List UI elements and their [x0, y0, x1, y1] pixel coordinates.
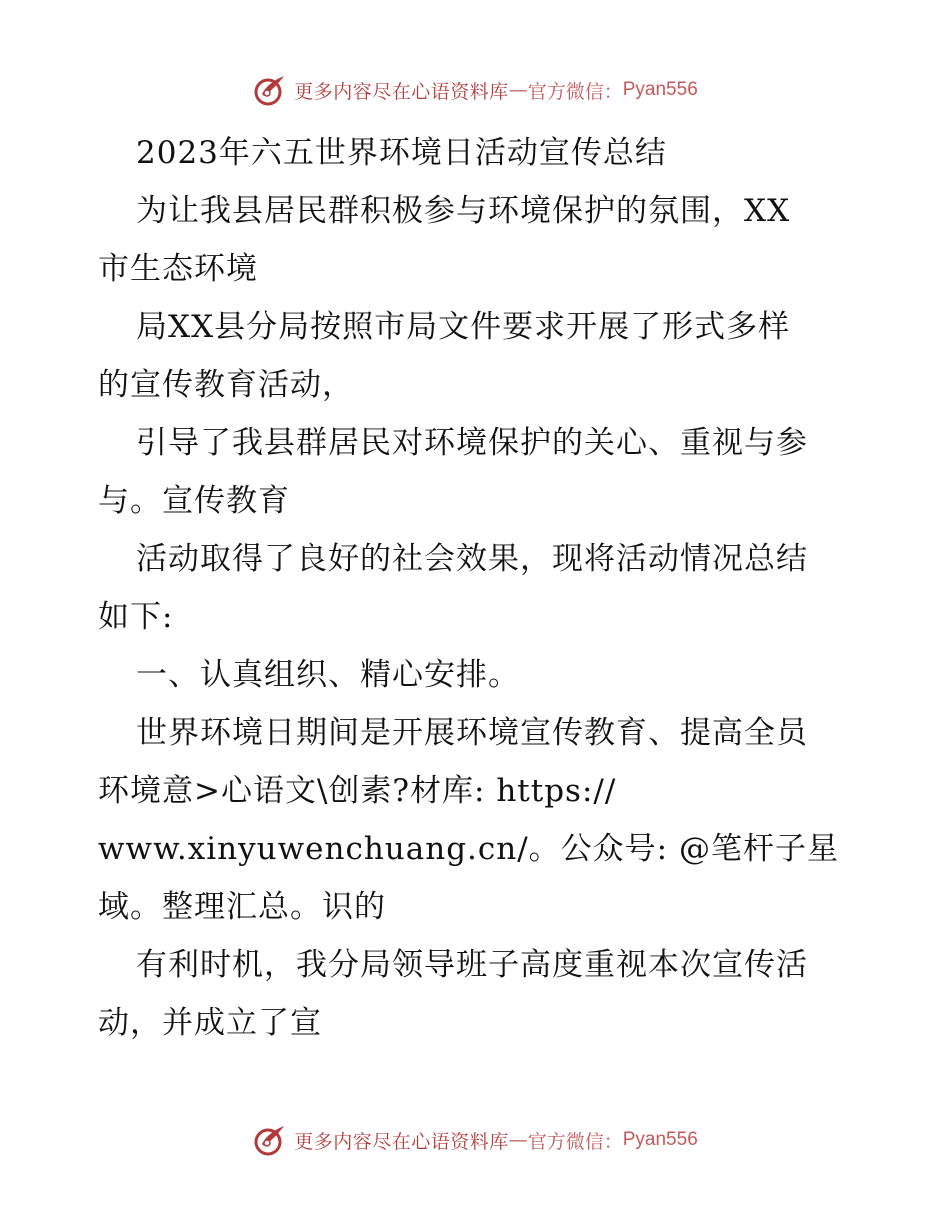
- doc-line: 动，并成立了宣: [98, 1005, 322, 1041]
- doc-line: 有利时机，我分局领导班子高度重视本次宣传活: [136, 947, 808, 983]
- doc-line: 2023年六五世界环境日活动宣传总结: [136, 135, 667, 171]
- watermark-wechat-id: Pyan556: [622, 1129, 698, 1150]
- doc-line: 引导了我县群居民对环境保护的关心、重视与参: [136, 425, 808, 461]
- header-watermark: [0, 70, 950, 110]
- doc-line: 世界环境日期间是开展环境宣传教育、提高全员: [136, 715, 808, 751]
- footer-watermark: [0, 1120, 950, 1160]
- doc-line: 如下:: [98, 599, 174, 635]
- watermark-main-text: 更多内容尽在心语资料库: [294, 80, 509, 103]
- doc-line: 一、认真组织、精心安排。: [136, 657, 520, 693]
- doc-line: 域。整理汇总。识的: [98, 889, 386, 925]
- watermark-main-text: 更多内容尽在心语资料库: [294, 1130, 509, 1153]
- doc-line: 局XX县分局按照市局文件要求开展了形式多样: [136, 309, 791, 345]
- doc-line: 的宣传教育活动，: [98, 367, 354, 403]
- doc-line: 活动取得了良好的社会效果，现将活动情况总结: [136, 541, 808, 577]
- watermark-wechat-id: Pyan556: [622, 79, 698, 100]
- quill-logo-icon: [252, 72, 288, 108]
- doc-line: 与。宣传教育: [98, 483, 290, 519]
- doc-line: 环境意>心语文\创素?材库: https://: [98, 773, 617, 809]
- document-body: [98, 124, 858, 1052]
- doc-line: www.xinyuwenchuang.cn/。公众号: @笔杆子星: [98, 831, 839, 867]
- watermark-separator: —: [508, 1129, 528, 1151]
- doc-line: 市生态环境: [98, 251, 258, 287]
- watermark-wechat-label: 官方微信：: [527, 1130, 623, 1153]
- watermark-separator: —: [508, 79, 528, 101]
- watermark-wechat-label: 官方微信：: [527, 80, 623, 103]
- quill-logo-icon: [252, 1122, 288, 1158]
- doc-line: 为让我县居民群积极参与环境保护的氛围，XX: [136, 193, 791, 229]
